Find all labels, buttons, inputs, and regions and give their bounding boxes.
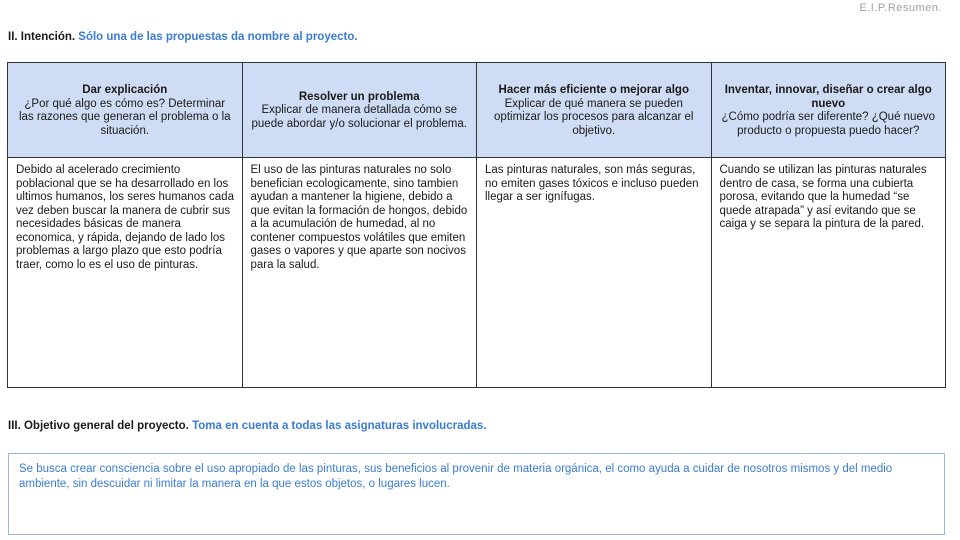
table-row — [8, 158, 946, 388]
proposal-table — [7, 62, 946, 388]
column-header-explain — [8, 63, 243, 158]
column-title: Hacer más eficiente o mejorar algo — [498, 84, 689, 96]
column-title: Resolver un problema — [298, 90, 420, 103]
section-3-label: III. Objetivo general del proyecto. — [8, 420, 189, 432]
column-title: Inventar, innovar, diseñar o crear algo nuevo — [724, 84, 932, 110]
section-2-label: II. Intención. — [8, 31, 76, 43]
section-2-heading — [8, 31, 358, 43]
section-3-note: Toma en cuenta a todas las asignaturas involucradas. — [192, 420, 487, 432]
column-description: Explicar de qué manera se pueden optimizar los procesos para alcanzar el objetivo. — [494, 97, 694, 137]
section-2-note: Sólo una de las propuestas da nombre al proyecto. — [78, 31, 358, 43]
cell-explain-content: Debido al acelerado crecimiento poblacional que se ha desarrollado en los ultimos humanos, los seres humanos cada vez deben buscar la manera de cubrir sus necesidades básicas de manera economica, y rápida, dejando de lado los problemas a largo plazo que esto podría traer, como lo es el uso de pinturas. — [8, 158, 243, 388]
column-description: ¿Por qué algo es cómo es? Determinar las razones que generan el problema o la situación. — [18, 97, 231, 137]
section-3-heading — [8, 420, 486, 432]
cell-innovate-content: Cuando se utilizan las pinturas naturales dentro de casa, se forma una cubierta porosa, evitando que la humedad “se quede atrapada” y así evitando que se caiga y se separa la pintura de la pared. — [711, 158, 946, 388]
column-title: Dar explicación — [82, 84, 168, 96]
cell-improve-content: Las pinturas naturales, son más seguras, no emiten gases tóxicos e incluso pueden llegar a ser ignífugas. — [477, 158, 712, 388]
document-tag: E.I.P.Resumen. — [859, 2, 942, 14]
column-header-solve — [242, 63, 477, 158]
column-description: ¿Cómo podría ser diferente? ¿Qué nuevo producto o propuesta puedo hacer? — [721, 111, 935, 137]
column-description: Explicar de manera detallada cómo se puede abordar y/o solucionar el problema. — [251, 104, 467, 130]
cell-solve-content: El uso de las pinturas naturales no solo benefician ecologicamente, sino tambien ayudan a mantener la higiene, debido a que evitan la formación de hongos, debido a la acumulación de humedad, al no contener compuestos volátiles que emiten gases o vapores y que aparte son nocivos para la salud. — [242, 158, 477, 388]
objective-text-box: Se busca crear consciencia sobre el uso apropiado de las pinturas, sus beneficios al provenir de materia orgánica, el como ayuda a cuidar de nosotros mismos y del medio ambiente, sin descuidar ni limitar la manera en la que estos objetos, o lugares lucen. — [8, 453, 945, 535]
column-header-improve — [477, 63, 712, 158]
column-header-innovate — [711, 63, 946, 158]
table-header-row — [8, 63, 946, 158]
